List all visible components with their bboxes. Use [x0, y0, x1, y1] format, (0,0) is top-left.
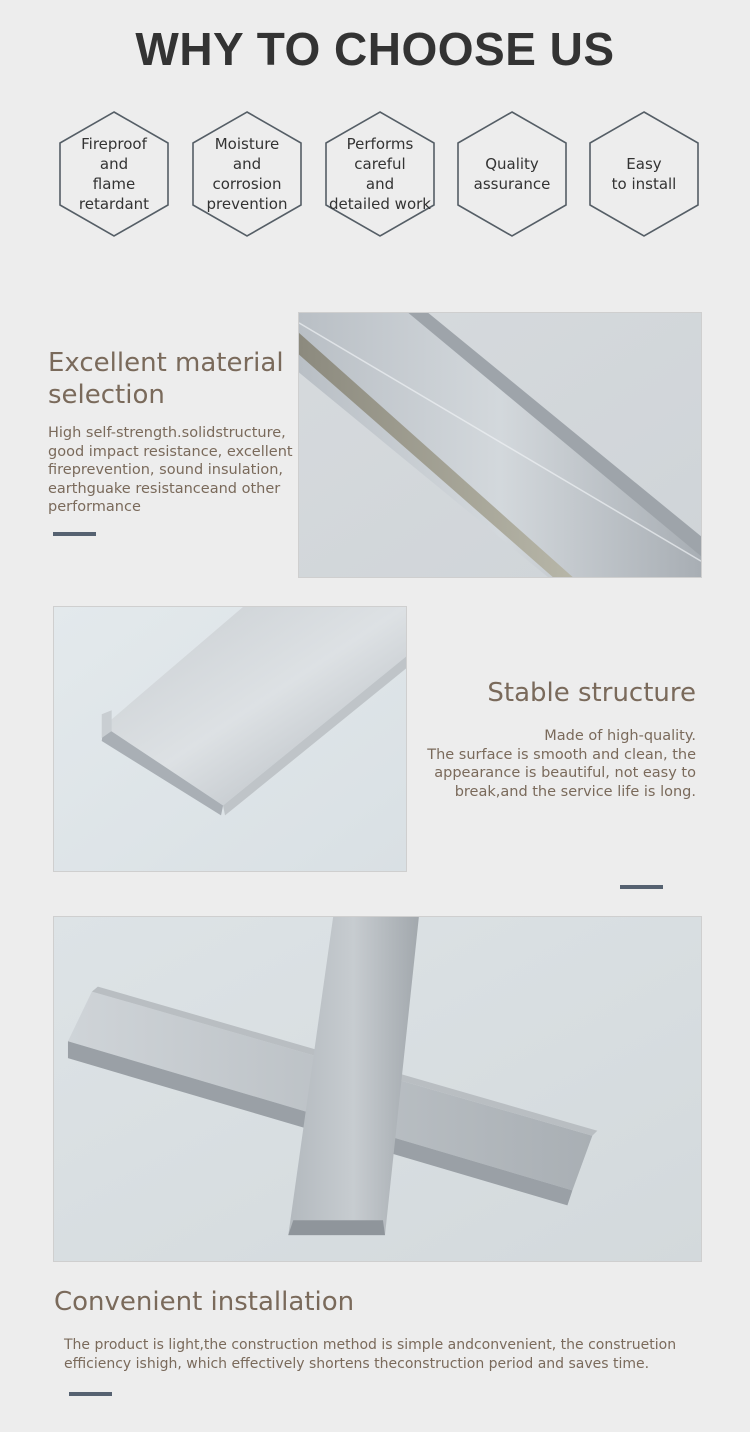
product-photo-2	[53, 606, 407, 872]
page-title: WHY TO CHOOSE US	[135, 23, 615, 75]
feature-hexagon-easy	[588, 110, 700, 238]
feature-label: Easy to install	[611, 155, 677, 193]
section1-text: High self-strength.solidstructure, good impact resistance, excellent fireprevention, sound insulation, earthguake resistanceand other performance	[48, 425, 293, 515]
feature-label: Fireproof and flame retardant	[78, 135, 150, 213]
section1-title: Excellent material selection	[48, 348, 284, 410]
feature-label: Quality assurance	[473, 155, 551, 193]
feature-hexagon-fireproof	[58, 110, 170, 238]
feature-hexagons	[0, 110, 750, 240]
feature-label: Performs careful and detailed work	[329, 135, 431, 213]
section3-text: The product is light,the construction method is simple andconvenient, the construetion efficiency ishigh, which effectively shortens theconstruction period and saves time.	[64, 1337, 677, 1372]
feature-hexagon-performs	[324, 110, 436, 238]
feature-hexagon-moisture	[191, 110, 303, 238]
product-photo-3	[53, 916, 702, 1262]
feature-hexagon-quality	[456, 110, 568, 238]
section3-title: Convenient installation	[54, 1287, 355, 1317]
accent-bar	[69, 1392, 112, 1396]
accent-bar	[53, 532, 96, 536]
accent-bar	[620, 885, 663, 889]
feature-label: Moisture and corrosion prevention	[206, 135, 288, 213]
product-photo-1	[298, 312, 702, 578]
section2-title: Stable structure	[487, 678, 696, 708]
section2-text: Made of high-quality. The surface is smooth and clean, the appearance is beautiful, not easy to break,and the service life is long.	[427, 728, 696, 800]
